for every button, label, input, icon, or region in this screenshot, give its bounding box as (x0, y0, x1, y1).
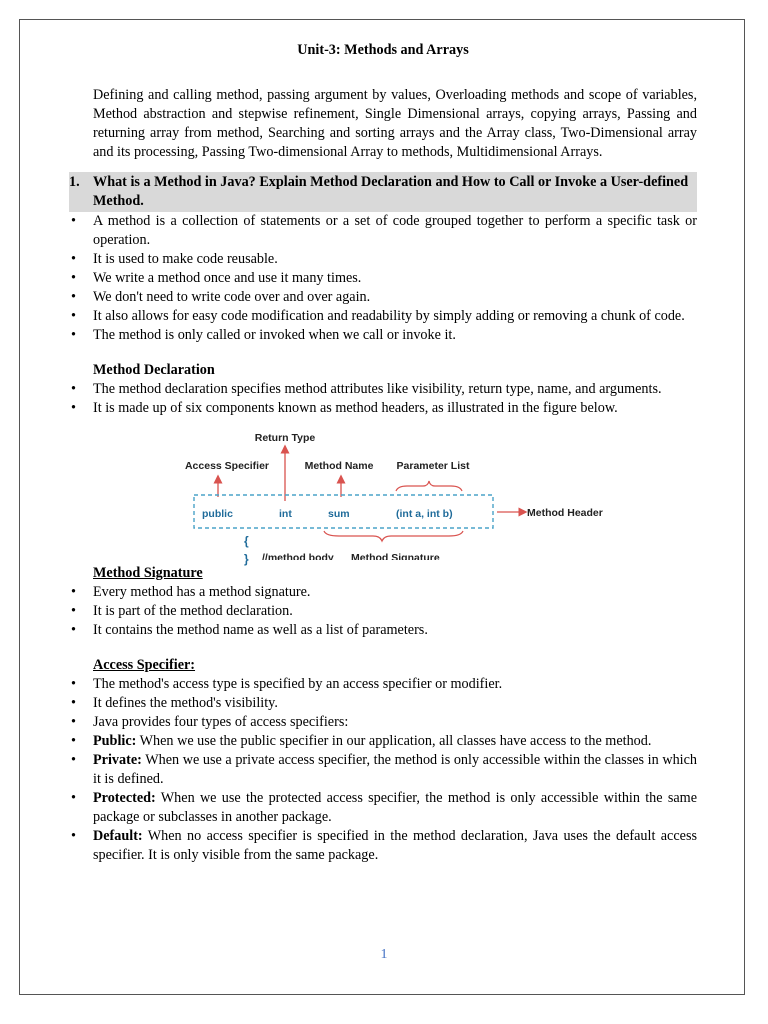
method-body-comment: //method body (262, 552, 334, 560)
access-specifier-heading: Access Specifier: (93, 657, 196, 673)
code-sum: sum (328, 508, 350, 520)
parameter-list-brace (396, 481, 462, 491)
method-signature-brace (324, 531, 463, 541)
list-item: • We write a method once and use it many times. (69, 269, 697, 288)
private-label: Private: (93, 752, 142, 768)
list-item: • It is part of the method declaration. (69, 602, 697, 621)
method-header-label: Method Header (527, 507, 603, 519)
list-item (69, 789, 697, 827)
code-public: public (202, 508, 233, 520)
list-item: • It also allows for easy code modification and readability by simply adding or removing a chunk of code. (69, 307, 697, 326)
list-item: • The method declaration specifies method attributes like visibility, return type, name, and arguments. (69, 380, 697, 399)
method-points-list (69, 212, 697, 345)
default-label: Default: (93, 828, 143, 844)
list-item: • The method is only called or invoked when we call or invoke it. (69, 326, 697, 345)
method-header-figure (69, 420, 697, 560)
method-name-label: Method Name (304, 460, 374, 472)
return-type-label: Return Type (254, 432, 316, 444)
question-heading (69, 172, 697, 212)
unit-intro: Defining and calling method, passing argument by values, Overloading methods and scope of variables, Method abstraction and stepwise refinement, Single Dimensional arrays, copying arrays, Passing and returning array from method, Searching and sorting arrays and the Array class, Two-Dimensional array and its processing, Passing Two-dimensional Array to methods, Multidimensional Arrays. (93, 87, 697, 160)
list-item (69, 751, 697, 789)
access-specifier-label: Access Specifier (184, 460, 270, 472)
declaration-points-list (69, 380, 697, 418)
code-int: int (279, 508, 292, 520)
list-item: • It is used to make code reusable. (69, 250, 697, 269)
signature-points-list (69, 583, 697, 640)
page-number: 1 (380, 947, 388, 962)
public-label: Public: (93, 733, 137, 749)
access-points-list (69, 675, 697, 865)
document-body (69, 37, 697, 865)
code-close-brace: } (244, 552, 249, 566)
list-item: • It is made up of six components known as method headers, as illustrated in the figure below. (69, 399, 697, 418)
list-item: • We don't need to write code over and over again. (69, 288, 697, 307)
list-item (69, 732, 697, 751)
question-number: 1. (69, 174, 80, 190)
list-item: • A method is a collection of statements or a set of code grouped together to perform a specific task or operation. (69, 212, 697, 250)
page-title: Unit-3: Methods and Arrays (297, 42, 469, 58)
list-item: • It defines the method's visibility. (69, 694, 697, 713)
list-item: • Java provides four types of access specifiers: (69, 713, 697, 732)
list-item (69, 827, 697, 865)
method-declaration-heading: Method Declaration (93, 362, 215, 378)
method-header-diagram (69, 420, 697, 566)
list-item: • The method's access type is specified by an access specifier or modifier. (69, 675, 697, 694)
list-item: • Every method has a method signature. (69, 583, 697, 602)
list-item: • It contains the method name as well as a list of parameters. (69, 621, 697, 640)
default-desc: When no access specifier is specified in the method declaration, Java uses the default access specifier. It is only visible from the same package. (93, 828, 697, 863)
method-signature-heading: Method Signature (93, 565, 203, 581)
code-params: (int a, int b) (396, 508, 453, 520)
method-signature-label: Method Signature (351, 552, 440, 560)
protected-desc: When we use the protected access specifier, the method is only accessible within the same package or subclasses in another package. (93, 790, 697, 825)
protected-label: Protected: (93, 790, 156, 806)
question-text: What is a Method in Java? Explain Method Declaration and How to Call or Invoke a User-defined Method. (93, 174, 689, 209)
parameter-list-label: Parameter List (396, 460, 470, 472)
private-desc: When we use a private access specifier, the method is only accessible within the classes in which it is defined. (93, 752, 697, 787)
code-open-brace: { (244, 534, 249, 548)
public-desc: When we use the public specifier in our application, all classes have access to the method. (136, 733, 652, 749)
